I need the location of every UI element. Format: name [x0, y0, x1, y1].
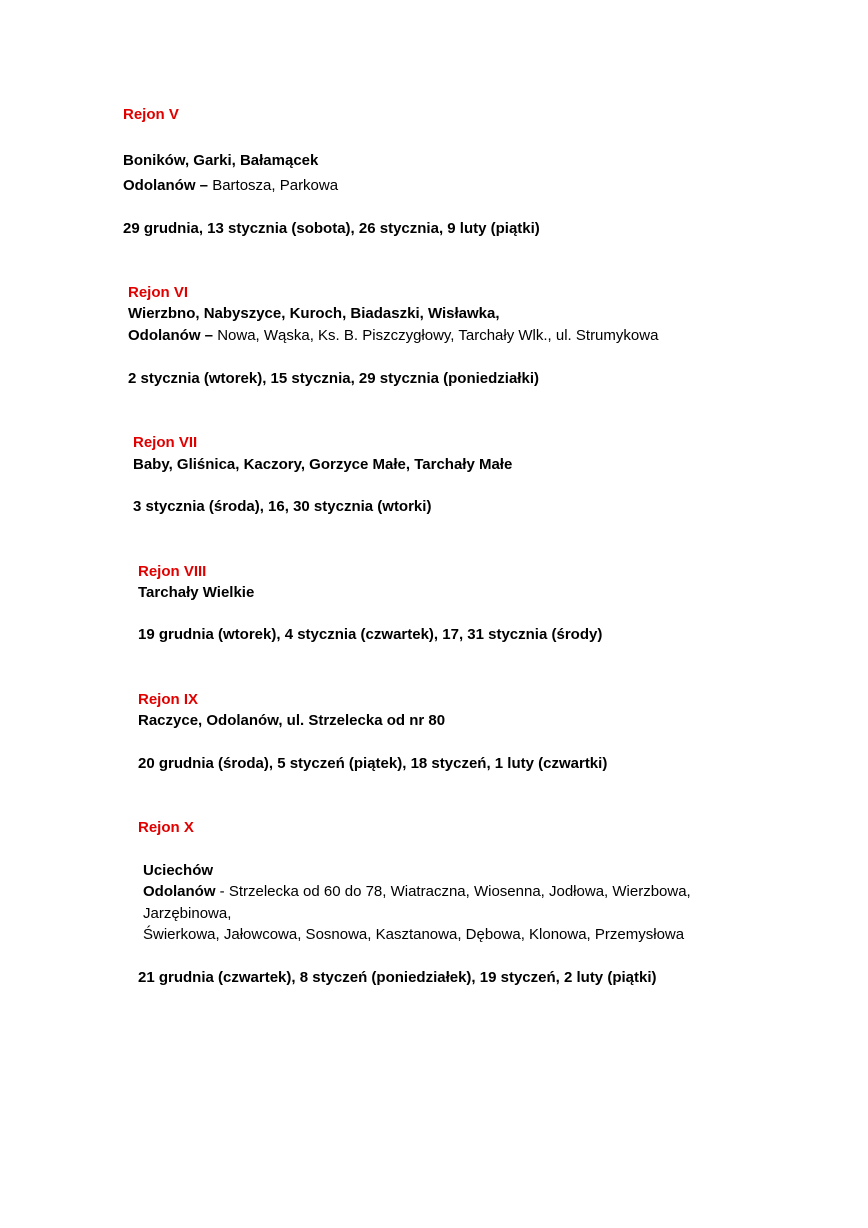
- region-x-places: Uciechów: [143, 862, 214, 879]
- region-vi-dates: 2 stycznia (wtorek), 15 stycznia, 29 stycznia (poniedziałki): [128, 370, 539, 387]
- region-vii-heading: Rejon VII: [133, 434, 198, 451]
- region-x-streets-2: Jarzębinowa,: [143, 905, 232, 922]
- region-vi-places: Wierzbno, Nabyszyce, Kuroch, Biadaszki, Wisławka,: [128, 305, 500, 322]
- region-vi-streets: Nowa, Wąska, Ks. B. Piszczygłowy, Tarchały Wlk., ul. Strumykowa: [217, 327, 659, 344]
- region-x-streets: - Strzelecka od 60 do 78, Wiatraczna, Wiosenna, Jodłowa, Wierzbowa,: [219, 883, 691, 900]
- region-ix-places: Raczyce, Odolanów, ul. Strzelecka od nr 80: [138, 712, 446, 729]
- region-x-town-label: Odolanów: [143, 883, 216, 900]
- region-ix-dates: 20 grudnia (środa), 5 styczeń (piątek), 18 styczeń, 1 luty (czwartki): [138, 755, 608, 772]
- region-v-dates: 29 grudnia, 13 stycznia (sobota), 26 stycznia, 9 luty (piątki): [123, 220, 540, 237]
- region-x-streets-3: Świerkowa, Jałowcowa, Sosnowa, Kasztanowa, Dębowa, Klonowa, Przemysłowa: [143, 926, 685, 943]
- region-vii-dates: 3 stycznia (środa), 16, 30 stycznia (wtorki): [133, 498, 432, 515]
- region-viii-dates: 19 grudnia (wtorek), 4 stycznia (czwartek), 17, 31 stycznia (środy): [138, 626, 603, 643]
- region-vii-places: Baby, Gliśnica, Kaczory, Gorzyce Małe, Tarchały Małe: [133, 456, 513, 473]
- region-viii-places: Tarchały Wielkie: [138, 584, 255, 601]
- region-vi-heading: Rejon VI: [128, 284, 189, 301]
- region-x-heading: Rejon X: [138, 819, 194, 836]
- region-v-streets: Bartosza, Parkowa: [212, 177, 339, 194]
- region-vi-town-label: Odolanów –: [128, 327, 214, 344]
- region-ix-heading: Rejon IX: [138, 691, 199, 708]
- region-v-town-label: Odolanów –: [123, 177, 209, 194]
- region-x-dates: 21 grudnia (czwartek), 8 styczeń (poniedziałek), 19 styczeń, 2 luty (piątki): [138, 969, 657, 986]
- region-x-streets-line: [143, 882, 691, 902]
- region-vi-streets-line: [128, 326, 658, 346]
- region-viii-heading: Rejon VIII: [138, 563, 207, 580]
- region-v-places: Boników, Garki, Bałamącek: [123, 152, 319, 169]
- region-v-heading: Rejon V: [123, 106, 179, 123]
- region-v-streets-line: [123, 176, 338, 196]
